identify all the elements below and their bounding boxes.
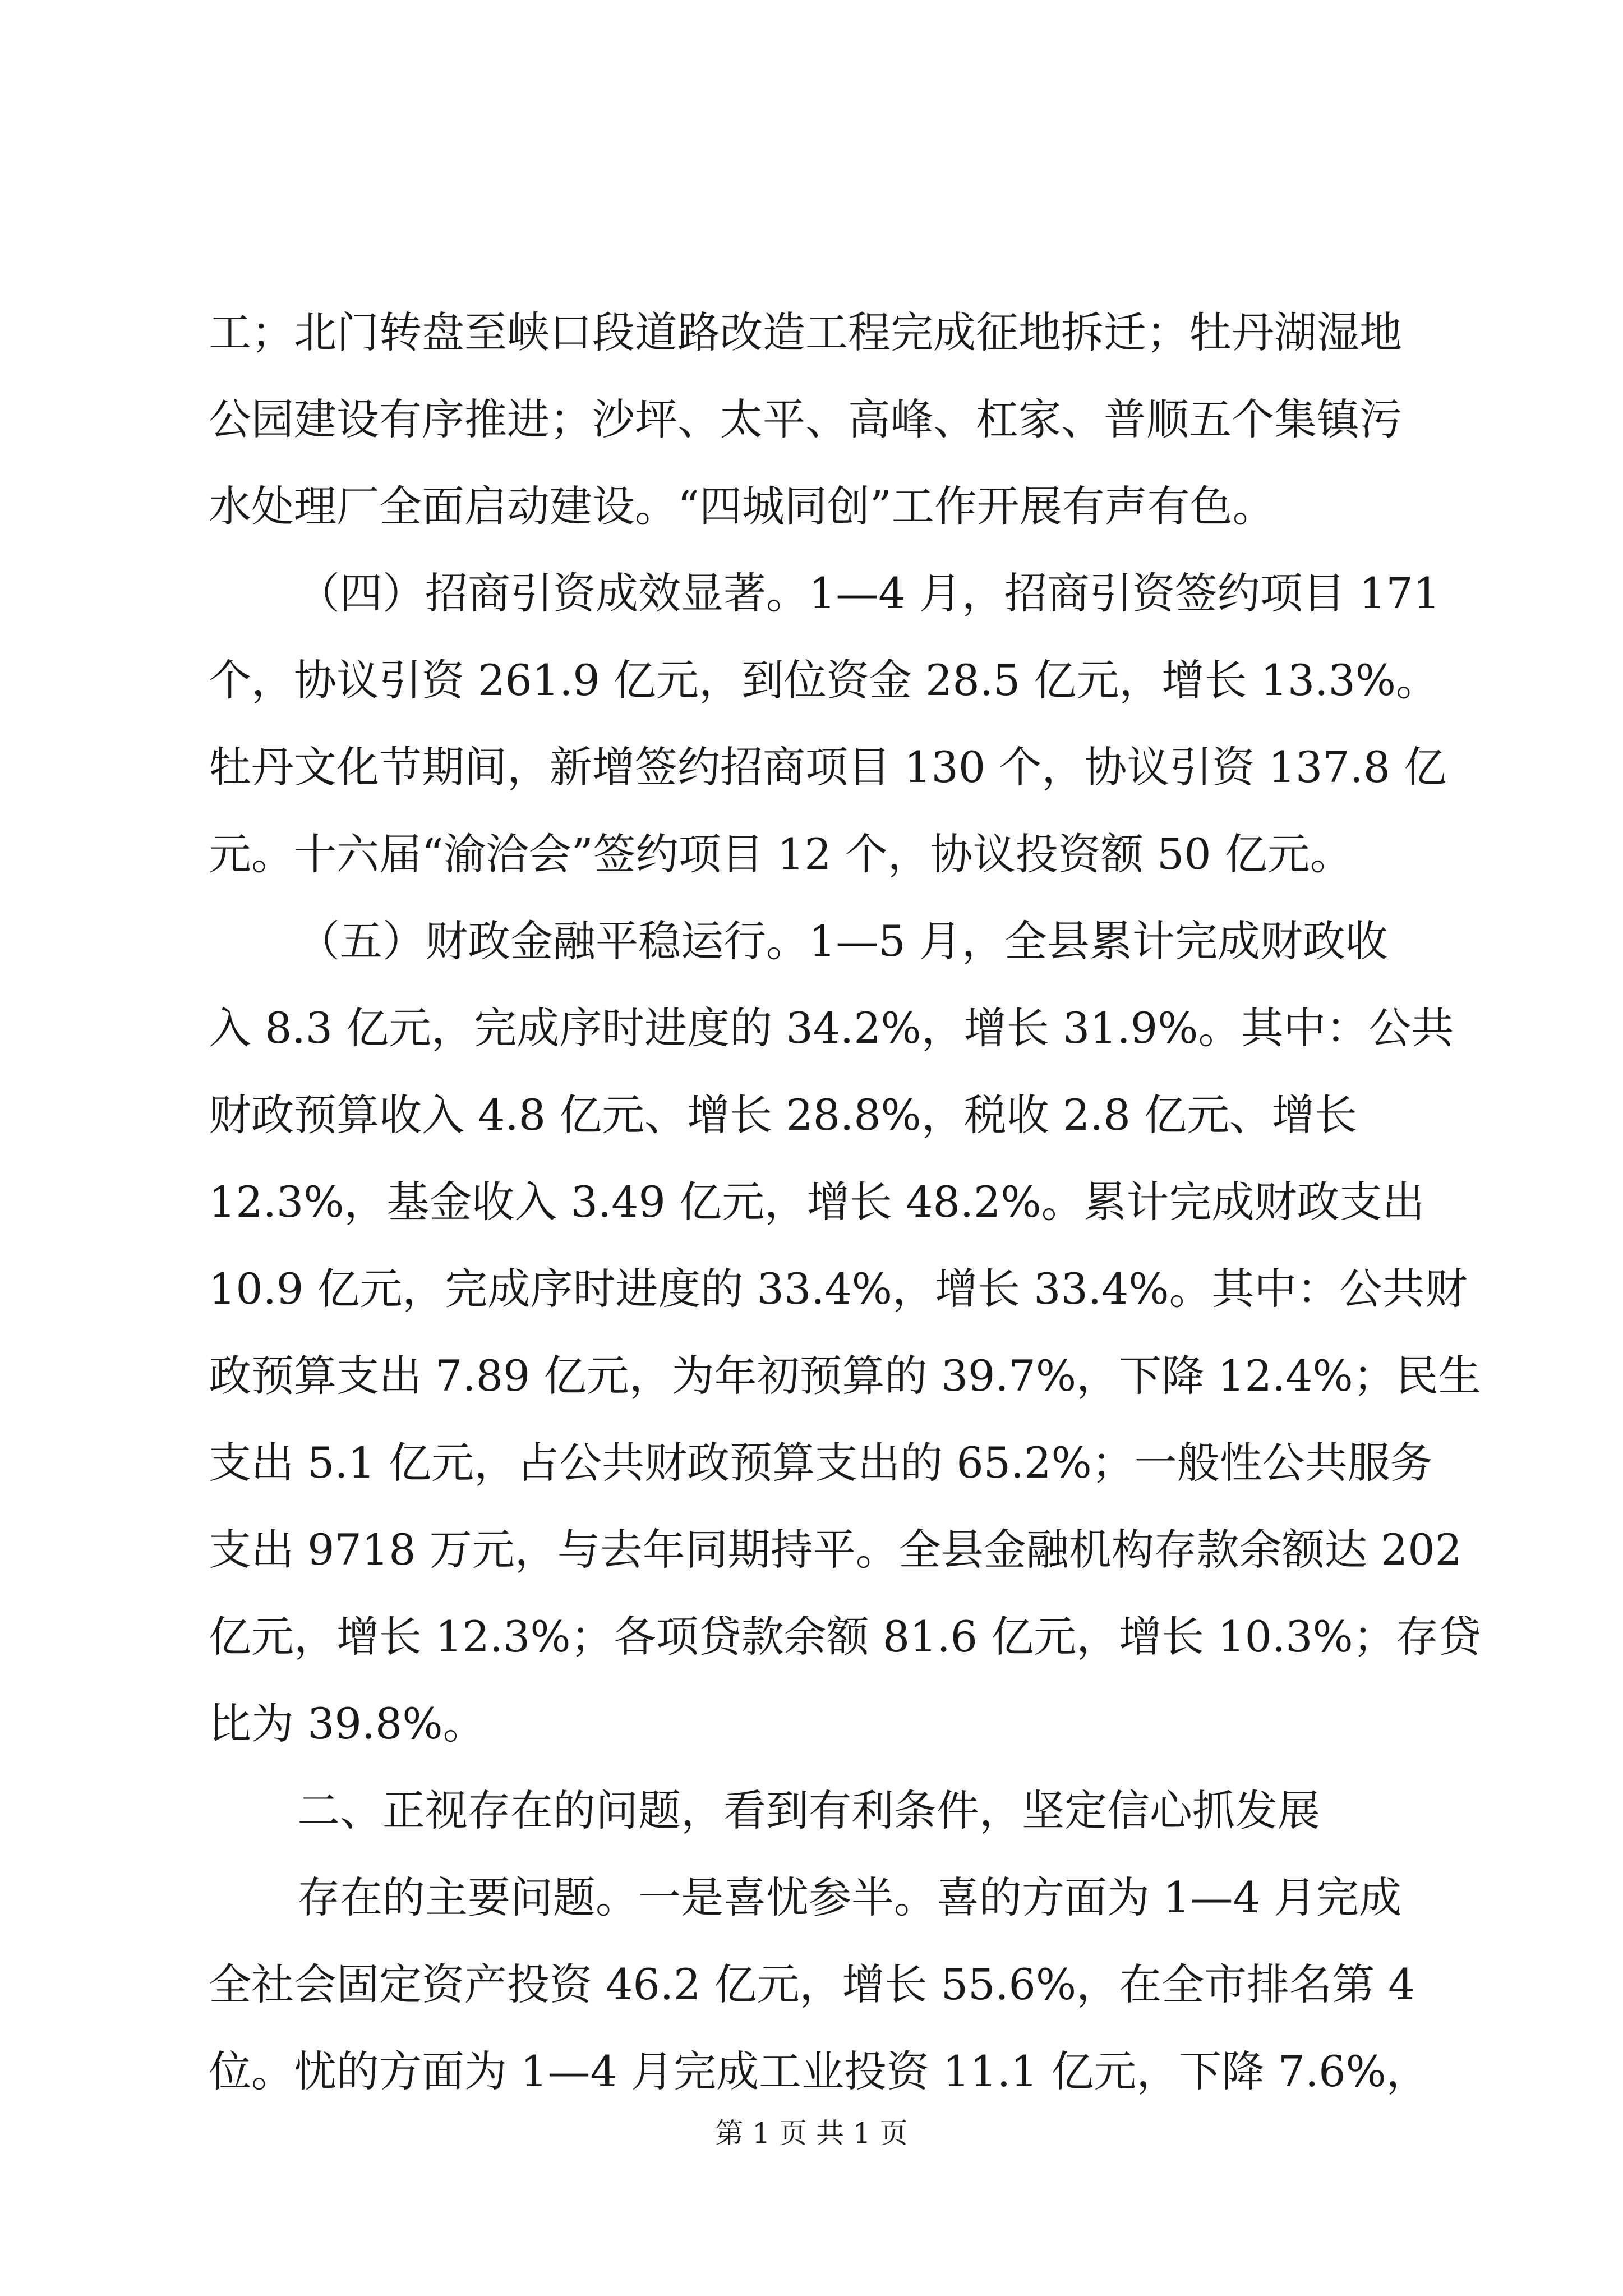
- body-text-line: 10.9 亿元，完成序时进度的 33.4%，增长 33.4%。其中：公共财: [209, 1264, 1468, 1314]
- body-text-line: 12.3%，基金收入 3.49 亿元，增长 48.2%。累计完成财政支出: [209, 1177, 1425, 1227]
- body-text-line: 比为 39.8%。: [209, 1699, 486, 1749]
- body-text-line: 位。忧的方面为 1—4 月完成工业投资 11.1 亿元，下降 7.6%，: [209, 2046, 1429, 2096]
- page-number-footer: 第 1 页 共 1 页: [715, 2117, 908, 2150]
- body-text-line: 支出 9718 万元，与去年同期持平。全县金融机构存款余额达 202: [209, 1525, 1462, 1575]
- body-text-line: 牡丹文化节期间，新增签约招商项目 130 个，协议引资 137.8 亿: [209, 742, 1447, 792]
- section-heading-line: （四）招商引资成效显著。1—4 月，招商引资签约项目 171: [297, 568, 1441, 618]
- body-text-line: 元。十六届“渝洽会”签约项目 12 个，协议投资额 50 亿元。: [209, 829, 1353, 879]
- body-text-line: 财政预算收入 4.8 亿元、增长 28.8%，税收 2.8 亿元、增长: [209, 1090, 1357, 1140]
- body-text-line: 工；北门转盘至峡口段道路改造工程完成征地拆迁；牡丹湖湿地: [209, 307, 1402, 357]
- section-heading-line: （五）财政金融平稳运行。1—5 月，全县累计完成财政收: [297, 916, 1388, 966]
- body-text-line: 亿元，增长 12.3%；各项贷款余额 81.6 亿元，增长 10.3%；存贷: [209, 1612, 1481, 1662]
- body-text-line: 个，协议引资 261.9 亿元，到位资金 28.5 亿元，增长 13.3%。: [209, 655, 1439, 705]
- body-text-line: 存在的主要问题。一是喜忧参半。喜的方面为 1—4 月完成: [297, 1872, 1402, 1922]
- body-text-line: 水处理厂全面启动建设。“四城同创”工作开展有声有色。: [209, 481, 1275, 531]
- body-text-line: 全社会固定资产投资 46.2 亿元，增长 55.6%，在全市排名第 4: [209, 1959, 1415, 2009]
- chapter-heading-line: 二、正视存在的问题，看到有利条件，坚定信心抓发展: [297, 1786, 1320, 1835]
- body-text-line: 政预算支出 7.89 亿元，为年初预算的 39.7%，下降 12.4%；民生: [209, 1351, 1481, 1401]
- body-text-line: 入 8.3 亿元，完成序时进度的 34.2%，增长 31.9%。其中：公共: [209, 1003, 1454, 1053]
- body-text-line: 支出 5.1 亿元，占公共财政预算支出的 65.2%；一般性公共服务: [209, 1438, 1433, 1488]
- body-text-line: 公园建设有序推进；沙坪、太平、高峰、杠家、普顺五个集镇污: [209, 394, 1402, 444]
